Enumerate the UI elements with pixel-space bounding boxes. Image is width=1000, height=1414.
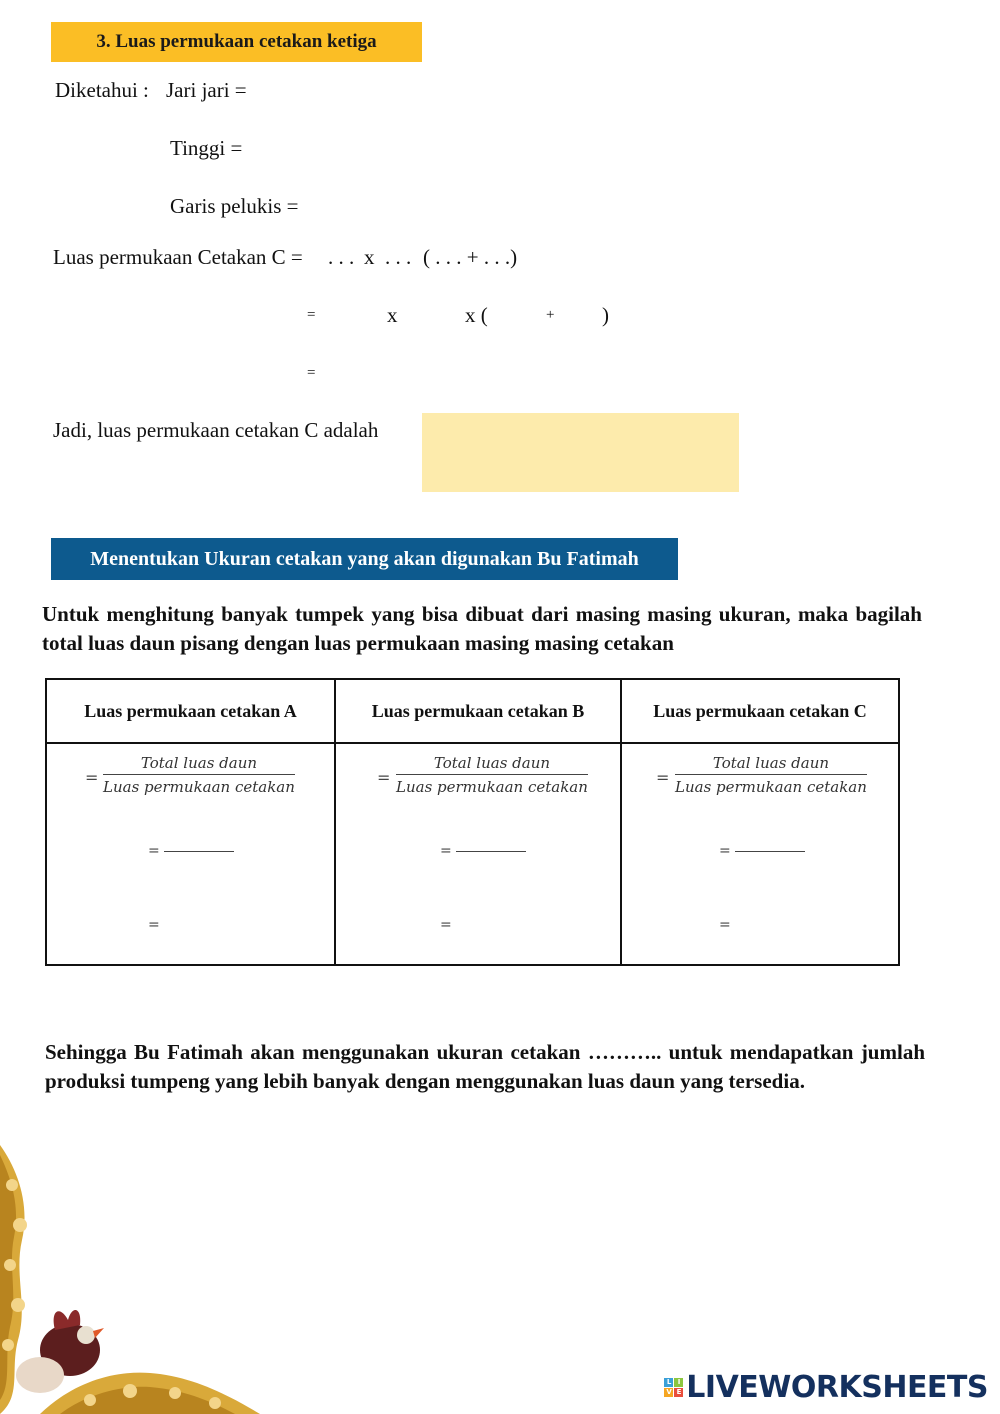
intro-paragraph: Untuk menghitung banyak tumpek yang bisa dibuat dari masing masing ukuran, maka bagilah total luas daun pisang dengan luas permukaan masing masing cetakan	[42, 602, 922, 655]
size-section-title: Menentukan Ukuran cetakan yang akan digunakan Bu Fatimah	[90, 547, 639, 570]
answer-box-luas-c[interactable]	[422, 413, 739, 492]
formula-parenthesis: ( . . . + . . .)	[423, 245, 518, 269]
cell-c-blank-line	[735, 851, 805, 852]
cell-cetakan-a	[46, 743, 335, 965]
liveworksheets-logo-icon	[664, 1378, 683, 1397]
cell-cetakan-b	[335, 743, 621, 965]
logo-letter-e: E	[674, 1388, 683, 1397]
size-section-banner	[51, 538, 678, 580]
cell-c-fraction	[675, 754, 867, 796]
conclusion-paragraph: Sehingga Bu Fatimah akan menggunakan ukuran cetakan ……….. untuk mendapatkan jumlah produksi tumpeng yang lebih banyak dengan menggunakan luas daun yang tersedia.	[45, 1040, 925, 1093]
header-cetakan-a: Luas permukaan cetakan A	[46, 679, 335, 743]
line3-equals: =	[307, 365, 316, 381]
line2-times-1: x	[387, 303, 398, 327]
cell-c-numerator: Total luas daun	[675, 754, 867, 775]
liveworksheets-brand[interactable]	[664, 1370, 988, 1405]
header-cetakan-b: Luas permukaan cetakan B	[335, 679, 621, 743]
cell-a-result-eq: =	[148, 917, 160, 933]
cell-c-denominator: Luas permukaan cetakan	[675, 778, 867, 796]
garis-pelukis-label: Garis pelukis =	[170, 194, 299, 218]
division-table	[45, 678, 900, 966]
luas-permukaan-c-label: Luas permukaan Cetakan C =	[53, 245, 303, 269]
cell-b-result-eq: =	[440, 917, 452, 933]
cell-b-eq: =	[377, 768, 391, 787]
diketahui-label: Diketahui :	[55, 78, 149, 102]
cell-cetakan-c	[621, 743, 899, 965]
cell-b-line-eq	[440, 843, 526, 859]
cell-b-numerator: Total luas daun	[396, 754, 588, 775]
cell-a-line-eq-sign: =	[148, 843, 160, 859]
section-title-banner	[51, 22, 422, 62]
cell-b-blank-line	[456, 851, 526, 852]
cell-a-line-eq	[148, 843, 234, 859]
logo-letter-v: V	[664, 1388, 673, 1397]
cell-c-result-eq: =	[719, 917, 731, 933]
formula-blank-b: . . .	[385, 245, 412, 269]
cell-a-numerator: Total luas daun	[103, 754, 295, 775]
brand-text: LIVEWORKSHEETS	[686, 1370, 988, 1405]
tinggi-label: Tinggi =	[170, 136, 243, 160]
cell-c-eq: =	[656, 768, 670, 787]
cell-b-fraction	[396, 754, 588, 796]
header-cetakan-c: Luas permukaan cetakan C	[621, 679, 899, 743]
line2-times-2: x (	[465, 303, 488, 327]
section-title: 3. Luas permukaan cetakan ketiga	[96, 31, 377, 52]
line2-plus: +	[546, 307, 555, 323]
cell-b-denominator: Luas permukaan cetakan	[396, 778, 588, 796]
cell-a-eq: =	[85, 768, 99, 787]
cell-c-line-eq	[719, 843, 805, 859]
cell-b-line-eq-sign: =	[440, 843, 452, 859]
jari-jari-label: Jari jari =	[166, 78, 247, 102]
logo-letter-l: L	[664, 1378, 673, 1387]
line2-equals: =	[307, 307, 316, 323]
line2-close-paren: )	[602, 303, 609, 327]
cell-c-line-eq-sign: =	[719, 843, 731, 859]
cell-a-fraction	[103, 754, 295, 796]
formula-blank-a: . . .	[328, 245, 355, 269]
batik-ornament-image	[0, 1145, 270, 1414]
jadi-label: Jadi, luas permukaan cetakan C adalah	[53, 418, 379, 442]
cell-a-denominator: Luas permukaan cetakan	[103, 778, 295, 796]
cell-a-blank-line	[164, 851, 234, 852]
logo-letter-i: I	[674, 1378, 683, 1387]
formula-times: x	[364, 245, 375, 269]
